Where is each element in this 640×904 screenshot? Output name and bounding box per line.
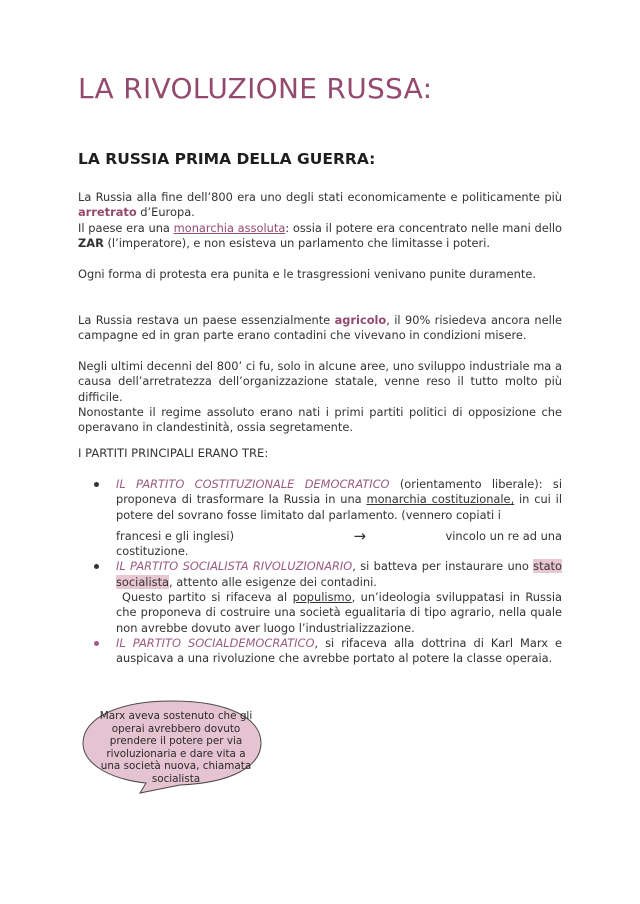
bullet-dot-icon xyxy=(94,641,99,646)
highlight-stato-socialista: stato socialista xyxy=(116,559,562,589)
paragraph-6: Nonostante il regime assoluto erano nati i primi partiti politici di opposizione che operavano in clandestinità, ossia segretamente. xyxy=(78,405,562,435)
section-title: LA RUSSIA PRIMA DELLA GUERRA: xyxy=(78,150,376,168)
list-item: IL PARTITO COSTITUZIONALE DEMOCRATICO (orientamento liberale): si proponeva di trasformare la Russia in una monarchia costituzionale, in cui il potere del sovrano fosse limitato dal parlamento. (vennero copiati i francesi e gli inglesi) → vincolo un re ad una costituzione. xyxy=(116,477,562,559)
bullet-dot-icon xyxy=(94,482,99,487)
keyword-zar: ZAR xyxy=(78,236,104,251)
parties-heading: I PARTITI PRINCIPALI ERANO TRE: xyxy=(78,446,269,460)
list-item: IL PARTITO SOCIALDEMOCRATICO, si rifaceva alla dottrina di Karl Marx e auspicava a una rivoluzione che avrebbe portato al potere la classe operaia. xyxy=(116,636,562,667)
paragraph-5: Negli ultimi decenni del 800’ ci fu, solo in alcune aree, uno sviluppo industriale ma a causa dell’arretratezza dell’organizzazione statale, venne reso il tutto molto più difficile. xyxy=(78,359,562,404)
party-name: IL PARTITO SOCIALISTA RIVOLUZIONARIO xyxy=(116,559,353,574)
paragraph-4: La Russia restava un paese essenzialmente agricolo, il 90% risiedeva ancora nelle campagne ed in gran parte erano contadini che vivevano in condizioni misere. xyxy=(78,313,562,343)
list-item: IL PARTITO SOCIALISTA RIVOLUZIONARIO, si batteva per instaurare uno stato socialista, attento alle esigenze dei contadini. Questo partito si rifaceva al populismo, un’ideologia sviluppatasi in Russia che proponeva di costruire una società egualitaria di tipo agrario, nella quale non avrebbe dovuto aver luogo l’industrializzazione. xyxy=(116,559,562,635)
paragraph-3: Ogni forma di protesta era punita e le trasgressioni venivano punite duramente. xyxy=(78,267,536,281)
arrow-row: francesi e gli inglesi) → vincolo un re ad una xyxy=(116,526,562,545)
page-title: LA RIVOLUZIONE RUSSA: xyxy=(78,72,433,105)
keyword-monarchia-costituzionale: monarchia costituzionale, xyxy=(366,492,515,507)
keyword-monarchia-assoluta: monarchia assoluta xyxy=(173,221,286,235)
party-name: IL PARTITO SOCIALDEMOCRATICO xyxy=(116,635,315,650)
bullet-dot-icon xyxy=(94,564,99,569)
paragraph-1: La Russia alla fine dell’800 era uno degli stati economicamente e politicamente più arretrato d’Europa. xyxy=(78,190,562,220)
bubble-text: Marx aveva sostenuto che gli operai avrebbero dovuto prendere il potere per via rivoluzionaria e dare vita a una società nuova, chiamata socialista xyxy=(99,710,253,785)
keyword-agricolo: agricolo xyxy=(334,313,387,327)
paragraph-2: Il paese era una monarchia assoluta: ossia il potere era concentrato nelle mani dello ZAR (l’imperatore), e non esisteva un parlamento che limitasse i poteri. xyxy=(78,221,563,251)
party-name: IL PARTITO COSTITUZIONALE DEMOCRATICO xyxy=(116,477,390,491)
keyword-arretrato: arretrato xyxy=(78,205,137,220)
keyword-populismo: populismo xyxy=(292,590,352,605)
arrow-right-icon: → xyxy=(353,526,367,545)
parties-list xyxy=(116,477,562,667)
